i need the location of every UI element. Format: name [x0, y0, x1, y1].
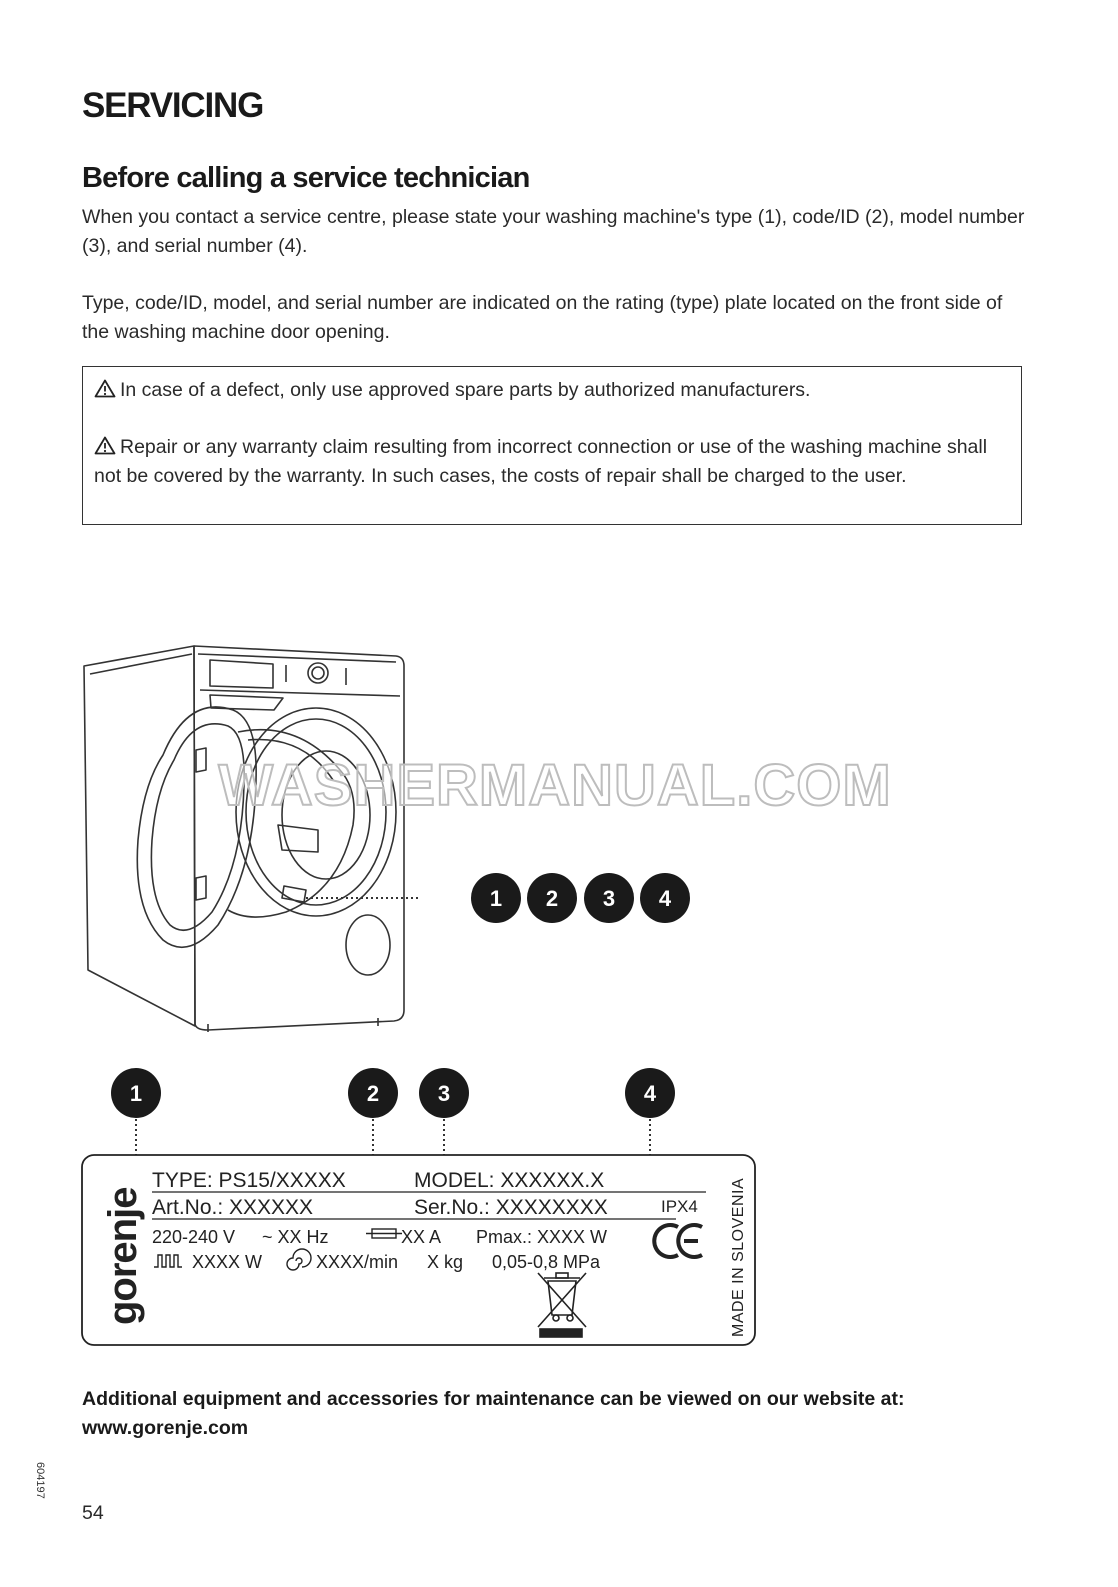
svg-text:4: 4	[658, 886, 672, 911]
warning-item	[94, 433, 1009, 490]
plate-pressure: 0,05-0,8 MPa	[492, 1252, 601, 1272]
plate-model: MODEL: XXXXXX.X	[414, 1169, 605, 1192]
plate-heater-power: XXXX W	[192, 1252, 263, 1272]
callout-4	[640, 873, 690, 923]
plate-frequency: ~ XX Hz	[262, 1227, 329, 1247]
callout-2	[527, 873, 577, 923]
plate-ser-no: Ser.No.: XXXXXXXX	[414, 1196, 608, 1219]
plate-callout-1	[111, 1068, 161, 1118]
svg-text:2: 2	[366, 1081, 380, 1106]
callout-1	[471, 873, 521, 923]
plate-callout-4	[625, 1068, 675, 1118]
plate-art-no: Art.No.: XXXXXX	[152, 1196, 314, 1219]
callout-group-upper	[470, 872, 695, 924]
svg-text:3: 3	[602, 886, 616, 911]
warning-text: Repair or any warranty claim resulting from incorrect connection or use of the washing machine shall not be covered by the warranty. In such cases, the costs of repair shall be charged to the user.	[94, 436, 988, 487]
plate-type: TYPE: PS15/XXXXX	[152, 1169, 346, 1192]
svg-text:1: 1	[489, 886, 503, 911]
brand-logo: gorenje	[101, 1187, 145, 1325]
accessories-note: Additional equipment and accessories for maintenance can be viewed on our website at: www.gorenje.com	[82, 1388, 905, 1439]
svg-text:2: 2	[545, 886, 559, 911]
plate-callout-2	[348, 1068, 398, 1118]
rating-plate-diagram	[78, 1065, 763, 1350]
page-number: 54	[82, 1502, 104, 1524]
plate-spin: XXXX/min	[316, 1252, 399, 1272]
svg-text:3: 3	[437, 1081, 451, 1106]
plate-callout-3	[419, 1068, 469, 1118]
document-code: 604197	[34, 1462, 46, 1499]
warning-text: In case of a defect, only use approved spare parts by authorized manufacturers.	[120, 379, 811, 401]
warning-triangle-icon	[94, 436, 116, 455]
section-heading: Before calling a service technician	[82, 162, 530, 194]
warning-item	[94, 376, 1009, 405]
plate-capacity: X kg	[427, 1252, 464, 1272]
plate-origin: MADE IN SLOVENIA	[730, 1177, 747, 1337]
plate-current: XX A	[401, 1227, 442, 1247]
warning-triangle-icon	[94, 379, 116, 398]
warning-box	[82, 366, 1022, 525]
plate-location-paragraph: Type, code/ID, model, and serial number are indicated on the rating (type) plate located on the front side of the washing machine door opening.	[82, 292, 1003, 343]
plate-pmax: Pmax.: XXXX W	[476, 1227, 608, 1247]
page-title: SERVICING	[82, 86, 264, 125]
svg-text:1: 1	[129, 1081, 143, 1106]
plate-voltage: 220-240 V	[152, 1227, 236, 1247]
intro-paragraph: When you contact a service centre, please state your washing machine's type (1), code/ID (2), model number (3), and serial number (4).	[82, 206, 1025, 257]
svg-text:4: 4	[643, 1081, 657, 1106]
callout-3	[584, 873, 634, 923]
plate-ipx: IPX4	[661, 1197, 698, 1216]
washing-machine-illustration	[78, 640, 418, 1035]
watermark: WASHERMANUAL.COM	[218, 753, 892, 818]
